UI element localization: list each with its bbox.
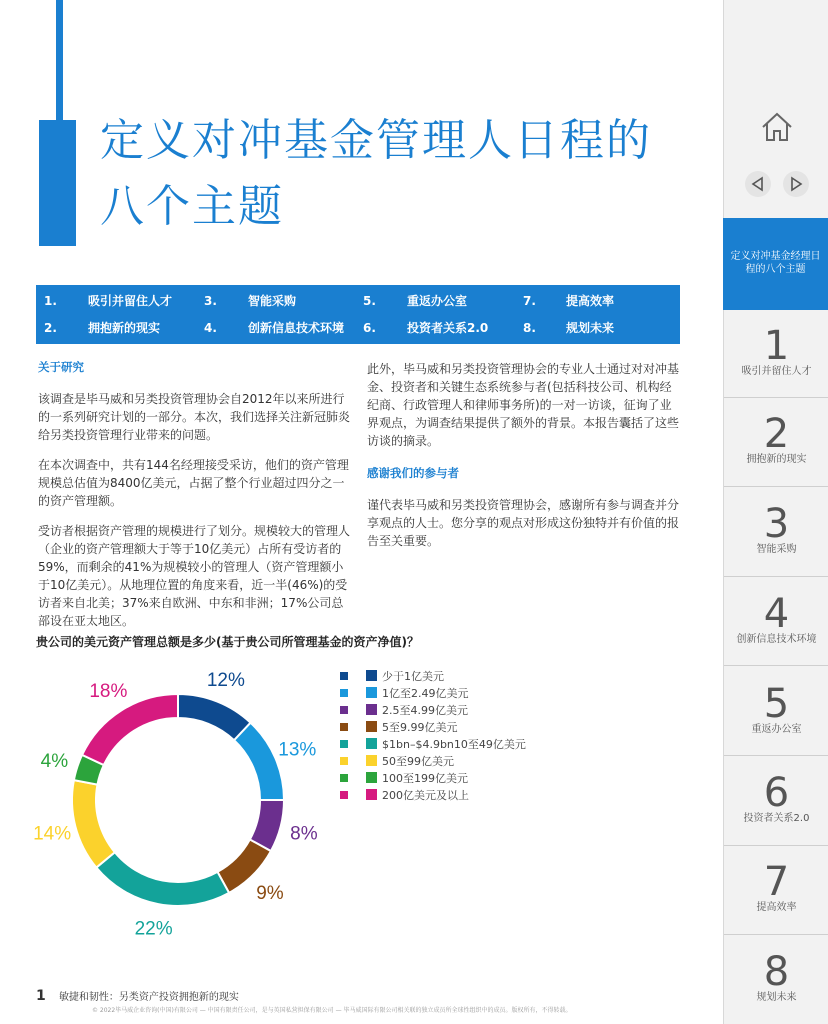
- legend-label: 2.5至4.99亿美元: [382, 704, 468, 717]
- data-label: 13%: [278, 739, 317, 761]
- theme-label: 提高效率: [566, 294, 615, 308]
- footer-title: 敏捷和韧性：另类资产投资拥抱新的现实: [58, 992, 239, 1003]
- legal-notice: © 2022毕马威企业咨询(中国)有限公司 — 中国有限责任公司，是与英国私营担保有限公司 — 毕马威国际有限公司相关联的独立成员所全球性组织中的成员。版权所有，不得转载。: [92, 1007, 572, 1014]
- donut-slice: [72, 780, 115, 867]
- theme-label: 投资者关系2.0: [407, 321, 489, 335]
- legend-marker: [340, 689, 348, 697]
- donut-slice: [234, 723, 284, 800]
- legend-swatch: [366, 789, 377, 800]
- nav-number: 5: [763, 681, 790, 727]
- paragraph: 谨代表毕马威和另类投资管理协会，感谢所有参与调查并分享观点的人士。您分享的观点对形成这份独特并有价值的报告至关重要。: [367, 498, 680, 548]
- sidebar-item-7[interactable]: [724, 859, 828, 914]
- legend-label: 5至9.99亿美元: [382, 721, 458, 734]
- legend-marker: [340, 706, 348, 714]
- divider: [724, 934, 828, 935]
- next-page-icon[interactable]: [782, 170, 810, 198]
- donut-chart: [28, 660, 328, 950]
- section-heading: 关于研究: [38, 360, 84, 374]
- nav-label: 重返办公室: [751, 724, 802, 735]
- divider: [724, 486, 828, 487]
- legend-marker: [340, 672, 348, 680]
- sidebar-item-active[interactable]: [723, 218, 828, 310]
- legend-label: 少于1亿美元: [382, 670, 444, 683]
- legend-label: $1bn–$4.9bn10至49亿美元: [382, 738, 526, 751]
- active-label: 定义对冲基金经理日程的八个主题: [730, 251, 821, 275]
- sidebar-item-2[interactable]: [724, 411, 828, 466]
- data-label: 4%: [40, 750, 69, 772]
- chart-title: 贵公司的美元资产管理总额是多少(基于贵公司所管理基金的资产净值)？: [36, 635, 419, 649]
- acknowledgement-column: [367, 360, 679, 562]
- prev-page-icon[interactable]: [744, 170, 772, 198]
- theme-label: 创新信息技术环境: [248, 321, 345, 335]
- sidebar-nav: [723, 0, 828, 1024]
- divider: [724, 755, 828, 756]
- nav-number: 6: [763, 770, 790, 816]
- nav-number: 8: [763, 949, 790, 995]
- data-label: 14%: [33, 823, 72, 845]
- paragraph: 该调查是毕马威和另类投资管理协会自2012年以来所进行的一系列研究计划的一部分。本次，我们选择关注新冠肺炎给另类投资管理行业带来的问题。: [38, 392, 351, 442]
- nav-label: 提高效率: [756, 902, 797, 913]
- accent-line: [56, 0, 63, 122]
- page-title-line1: 定义对冲基金管理人日程的: [100, 115, 652, 166]
- legend-label: 50至99亿美元: [382, 755, 454, 768]
- legend-swatch: [366, 738, 377, 749]
- donut-slice: [82, 694, 178, 765]
- themes-banner: [36, 285, 680, 344]
- data-label: 22%: [134, 918, 173, 940]
- theme-num: 7.: [523, 294, 536, 308]
- sidebar-item-3[interactable]: [724, 501, 828, 556]
- legend-marker: [340, 791, 348, 799]
- theme-num: 4.: [204, 321, 217, 335]
- paragraph: 在本次调查中，共有144名经理接受采访，他们的资产管理规模总估值为8400亿美元，占据了整个行业超过四分之一的资产管理额。: [38, 458, 349, 508]
- page-title-line2: 八个主题: [100, 181, 284, 232]
- theme-num: 3.: [204, 294, 217, 308]
- theme-label: 重返办公室: [407, 294, 468, 308]
- paragraph: 受访者根据资产管理的规模进行了划分。规模较大的管理人（企业的资产管理额大于等于10亿美元）占所有受访者的59%，而剩余的41%为规模较小的管理人（资产管理额小于10亿美元）。从地理位置的角度来看，近一半(46%)的受访者来自北美；37%来自欧洲、中东和非洲；17%公司总部设在亚太地区。: [38, 524, 351, 628]
- sidebar-item-4[interactable]: [724, 591, 828, 646]
- legend-swatch: [366, 721, 377, 732]
- nav-label: 规划未来: [756, 992, 797, 1003]
- legend-swatch: [366, 704, 377, 715]
- legend-swatch: [366, 755, 377, 766]
- nav-label: 投资者关系2.0: [743, 813, 810, 824]
- data-label: 8%: [290, 823, 318, 845]
- divider: [724, 665, 828, 666]
- data-label: 18%: [89, 681, 128, 703]
- nav-label: 智能采购: [756, 544, 797, 555]
- sidebar-item-5[interactable]: [724, 681, 828, 736]
- divider: [724, 397, 828, 398]
- home-icon[interactable]: [758, 110, 796, 144]
- accent-block: [39, 120, 76, 246]
- legend-marker: [340, 774, 348, 782]
- sidebar-item-8[interactable]: [724, 949, 828, 1004]
- theme-num: 1.: [44, 294, 57, 308]
- nav-label: 拥抱新的现实: [746, 454, 807, 465]
- nav-number: 4: [763, 591, 790, 637]
- nav-number: 1: [763, 323, 790, 369]
- sidebar-item-1[interactable]: [724, 323, 828, 378]
- section-heading: 感谢我们的参与者: [367, 466, 459, 480]
- legend-label: 200亿美元及以上: [382, 789, 469, 802]
- donut-slice: [96, 852, 229, 906]
- sidebar-item-6[interactable]: [724, 770, 828, 825]
- nav-number: 3: [763, 501, 790, 547]
- nav-label: 吸引并留住人才: [741, 366, 812, 377]
- legend-label: 1亿至2.49亿美元: [382, 687, 469, 700]
- legend-swatch: [366, 772, 377, 783]
- theme-num: 8.: [523, 321, 536, 335]
- theme-num: 6.: [363, 321, 376, 335]
- data-label: 9%: [256, 882, 284, 904]
- paragraph: 此外，毕马威和另类投资管理协会的专业人士通过对对冲基金、投资者和关键生态系统参与者(包括科技公司、机构经纪商、行政管理人和律师事务所)的一对一访谈，征询了业界观点，为调查结果提供了额外的背景。本报告囊括了这些访谈的摘录。: [367, 362, 680, 448]
- theme-num: 2.: [44, 321, 57, 335]
- page-title: [100, 108, 700, 240]
- legend-marker: [340, 723, 348, 731]
- legend-label: 100至199亿美元: [382, 772, 468, 785]
- legend-marker: [340, 740, 348, 748]
- legend-swatch: [366, 670, 377, 681]
- divider: [724, 576, 828, 577]
- theme-label: 规划未来: [566, 321, 615, 335]
- nav-label: 创新信息技术环境: [736, 634, 817, 645]
- legend-marker: [340, 757, 348, 765]
- legend-swatch: [366, 687, 377, 698]
- divider: [724, 845, 828, 846]
- theme-label: 智能采购: [248, 294, 297, 308]
- theme-label: 拥抱新的现实: [88, 321, 161, 335]
- data-label: 12%: [206, 670, 245, 692]
- page-footer: [36, 988, 572, 1014]
- about-research-column: [38, 358, 350, 642]
- nav-number: 7: [763, 859, 790, 905]
- theme-label: 吸引并留住人才: [88, 294, 173, 308]
- page-number: 1: [36, 988, 46, 1004]
- nav-number: 2: [763, 411, 790, 457]
- theme-num: 5.: [363, 294, 376, 308]
